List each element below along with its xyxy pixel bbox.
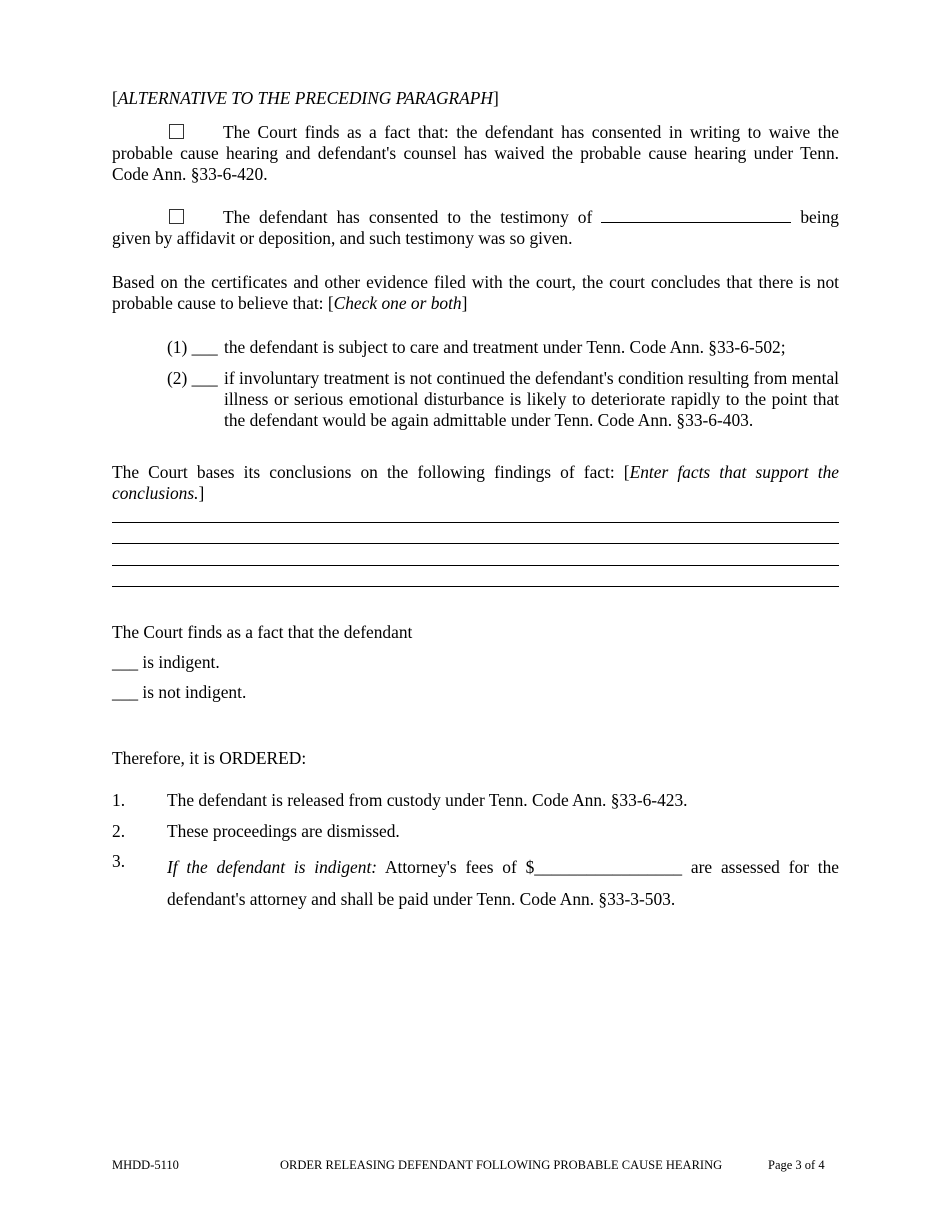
condition-item-2: (2) ___ if involuntary treatment is not continued the defendant's condition resulting from mental illness or serious emotional disturbance is likely to deteriorate rapidly to the point that the defendant would be again admittable under Tenn. Code Ann. §33-6-403.: [167, 368, 839, 430]
footer-form-number: MHDD-5110: [112, 1158, 179, 1172]
findings-blank-line[interactable]: [112, 522, 839, 523]
findings-blank-line[interactable]: [112, 586, 839, 587]
condition-1-blank[interactable]: (1) ___: [167, 337, 218, 357]
not-indigent-option[interactable]: ___ is not indigent.: [112, 682, 247, 702]
document-page: [112, 0, 839, 1230]
conclusion-paragraph: Based on the certificates and other evidence filed with the court, the court concludes that there is not probable cause to believe that: [Check one or both]: [112, 272, 839, 313]
findings-paragraph: The Court bases its conclusions on the following findings of fact: [Enter facts that support the conclusions.]: [112, 462, 839, 503]
order-item-1-text: The defendant is released from custody under Tenn. Code Ann. §33-6-423.: [167, 790, 688, 810]
condition-2-blank[interactable]: (2) ___: [167, 368, 218, 388]
order-item-2-text: These proceedings are dismissed.: [167, 821, 400, 841]
witness-name-field[interactable]: [601, 208, 791, 223]
footer-title: ORDER RELEASING DEFENDANT FOLLOWING PROBABLE CAUSE HEARING: [280, 1158, 723, 1172]
section-heading: [ALTERNATIVE TO THE PRECEDING PARAGRAPH]: [112, 88, 499, 108]
findings-blank-line[interactable]: [112, 565, 839, 566]
footer-page-number: Page 3 of 4: [768, 1158, 825, 1172]
order-item-number: 3.: [112, 851, 126, 871]
testimony-consent-paragraph: The defendant has consented to the testimony of being given by affidavit or deposition, and such testimony was so given.: [112, 207, 839, 248]
order-lead: Therefore, it is ORDERED:: [112, 748, 307, 768]
indigent-option[interactable]: ___ is indigent.: [112, 652, 220, 672]
section-heading-text: ALTERNATIVE TO THE PRECEDING PARAGRAPH: [117, 88, 493, 108]
attorney-fee-field[interactable]: Attorney's fees of $_________________: [384, 857, 683, 877]
condition-item-1: (1) ___ the defendant is subject to care and treatment under Tenn. Code Ann. §33-6-502;: [167, 337, 786, 357]
consent-waiver-paragraph: The Court finds as a fact that: the defendant has consented in writing to waive the probable cause hearing and defendant's counsel has waived the probable cause hearing under Tenn. Code Ann. §33-6-420.: [112, 122, 839, 184]
indigency-lead: The Court finds as a fact that the defendant: [112, 622, 413, 642]
order-item-number: 1.: [112, 790, 126, 810]
order-item-3-text: If the defendant is indigent: Attorney's fees of $_________________ are assessed for the defendant's attorney and shall be paid under Tenn. Code Ann. §33-3-503.: [167, 857, 840, 909]
findings-blank-line[interactable]: [112, 543, 839, 544]
order-item-number: 2.: [112, 821, 126, 841]
